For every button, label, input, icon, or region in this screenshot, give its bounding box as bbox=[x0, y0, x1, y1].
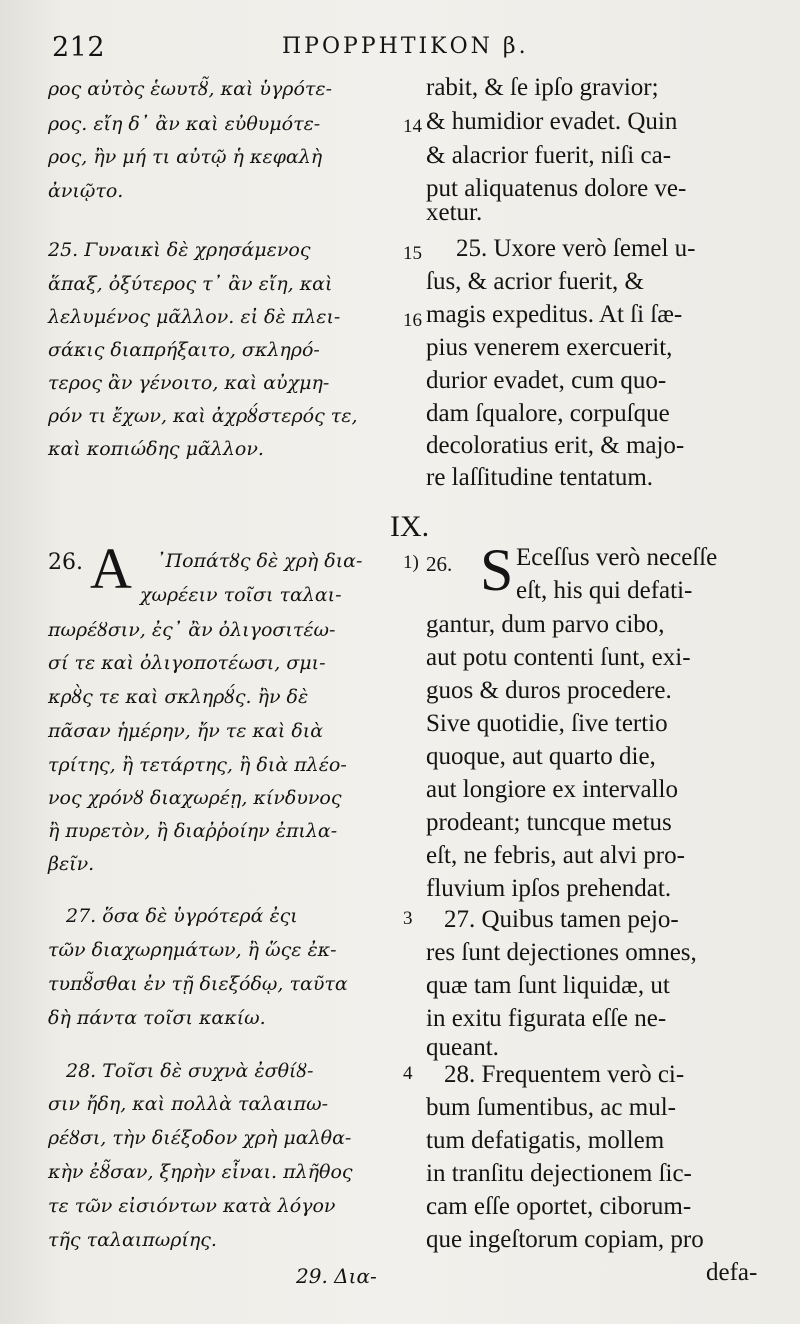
greek-catchword: 29. Δια- bbox=[296, 1264, 377, 1288]
latin-line: aut longiore ex intervallo bbox=[426, 776, 679, 803]
latin-section-number: 26. bbox=[426, 552, 453, 576]
greek-line: χωρέειν τοῖσι ταλαι- bbox=[140, 584, 342, 606]
latin-line: decoloratius erit, & majo- bbox=[426, 432, 685, 459]
latin-line: xetur. bbox=[426, 199, 483, 226]
latin-dropcap: S bbox=[480, 537, 514, 603]
latin-line: res ſunt dejectiones omnes, bbox=[426, 939, 697, 966]
margin-line-number: 4 bbox=[403, 1063, 413, 1084]
latin-line: magis expeditus. At ſi ſæ- bbox=[426, 301, 683, 328]
greek-line: ρος, ἢν μή τι αὐτῷ ἡ κεφαλὴ bbox=[48, 146, 323, 168]
greek-line: κρȣ̀ς τε καὶ σκληρȣ́ς. ἢν δὲ bbox=[48, 686, 309, 708]
greek-line: λελυμένος μᾶλλον. εἰ δὲ πλει- bbox=[48, 306, 341, 328]
greek-dropcap: A bbox=[90, 536, 132, 601]
greek-section-number: 26. bbox=[48, 550, 83, 575]
page-number: 212 bbox=[52, 32, 106, 63]
greek-line: ρος. εἴη δ᾿ ἂν καὶ εὐθυμότε- bbox=[48, 113, 321, 135]
greek-line: δὴ πάντα τοῖσι κακίω. bbox=[48, 1007, 266, 1029]
latin-line: rabit, & ſe ipſo gravior; bbox=[426, 74, 659, 101]
greek-line: ἅπαξ, ὀξύτερος τ᾿ ἂν εἴη, καὶ bbox=[48, 273, 333, 295]
margin-line-number: 16 bbox=[403, 310, 422, 331]
latin-line: bum ſumentibus, ac mul- bbox=[426, 1094, 676, 1121]
latin-line: pius venerem exercuerit, bbox=[426, 334, 673, 361]
latin-line: eſt, his qui defati- bbox=[516, 577, 693, 604]
greek-line: κὴν ἐȣ̃σαν, ξηρὴν εἶναι. πλῆθος bbox=[48, 1161, 353, 1183]
greek-line: ρόν τι ἔχων, καὶ ἀχρȣ́στερός τε, bbox=[48, 405, 358, 427]
greek-line: 27. ὅσα δὲ ὑγρότερά ἐςι bbox=[66, 905, 298, 927]
latin-line: put aliquatenus dolore ve- bbox=[426, 175, 687, 202]
latin-line: aut potu contenti ſunt, exi- bbox=[426, 644, 691, 671]
greek-line: σιν ἤδη, καὶ πολλὰ ταλαιπω- bbox=[48, 1093, 329, 1115]
latin-line: Sive quotidie, ſive tertio bbox=[426, 710, 668, 737]
latin-line: 27. Quibus tamen pejo- bbox=[444, 906, 679, 933]
latin-line: durior evadet, cum quo- bbox=[426, 367, 667, 394]
greek-line: νος χρόνȣ διαχωρέῃ, κίνδυνος bbox=[48, 787, 342, 809]
latin-line: ſus, & acrior fuerit, & bbox=[426, 268, 644, 295]
latin-line: & alacrior fuerit, niſi ca- bbox=[426, 142, 672, 169]
latin-line: cam eſſe oportet, ciborum- bbox=[426, 1193, 692, 1220]
greek-line: καὶ κοπιώδης μᾶλλον. bbox=[48, 438, 264, 460]
latin-line: dam ſqualore, corpuſque bbox=[426, 400, 670, 427]
margin-line-number: 1) bbox=[403, 552, 419, 573]
greek-line: τρίτης, ἢ τετάρτης, ἢ διὰ πλέο- bbox=[48, 754, 347, 776]
latin-line: re laſſitudine tentatum. bbox=[426, 464, 654, 491]
latin-line: quæ tam ſunt liquidæ, ut bbox=[426, 972, 670, 999]
greek-line: σί τε καὶ ὀλιγοποτέωσι, σμι- bbox=[48, 652, 326, 674]
greek-line: τυπȣ̃σθαι ἐν τῇ διεξόδῳ, ταῦτα bbox=[48, 973, 348, 995]
latin-line: quoque, aut quarto die, bbox=[426, 743, 656, 770]
greek-line: σάκις διαπρήξαιτο, σκληρό- bbox=[48, 339, 320, 361]
latin-line: prodeant; tuncque metus bbox=[426, 809, 672, 836]
greek-line: τε τῶν εἰσιόντων κατὰ λόγον bbox=[48, 1195, 336, 1217]
latin-line: tum defatigatis, mollem bbox=[426, 1127, 665, 1154]
latin-line: gantur, dum parvo cibo, bbox=[426, 611, 665, 638]
latin-line: in tranſitu dejectionem ſic- bbox=[426, 1160, 692, 1187]
latin-line: 25. Uxore verò ſemel u- bbox=[456, 235, 696, 262]
greek-line: πωρέȣσιν, ἐς᾿ ἂν ὀλιγοσιτέω- bbox=[48, 619, 336, 641]
latin-line: guos & duros procedere. bbox=[426, 677, 672, 704]
latin-line: 28. Frequentem verò ci- bbox=[444, 1061, 685, 1088]
greek-line: τῆς ταλαιπωρίης. bbox=[48, 1229, 217, 1251]
greek-line: ἀνιῷτο. bbox=[48, 180, 124, 202]
latin-line: que ingeſtorum copiam, pro bbox=[426, 1226, 704, 1253]
greek-line: 25. Γυναικὶ δὲ χρησάμενος bbox=[48, 239, 311, 261]
section-marker: IX. bbox=[390, 510, 430, 543]
latin-line: Eceſſus verò neceſſe bbox=[516, 544, 718, 571]
running-title: ΠΡΟΡΡΗΤΙΚΟΝ β. bbox=[282, 34, 529, 59]
page-header bbox=[52, 26, 760, 66]
greek-line: ᾿Ποπάτȣς δὲ χρὴ δια- bbox=[156, 550, 363, 572]
greek-line: ἢ πυρετὸν, ἢ διαῤῥοίην ἐπιλα- bbox=[48, 820, 338, 842]
latin-line: eſt, ne febris, aut alvi pro- bbox=[426, 842, 685, 869]
latin-catchword: defa- bbox=[706, 1259, 758, 1286]
greek-line: βεῖν. bbox=[48, 853, 95, 875]
margin-line-number: 14 bbox=[403, 116, 422, 137]
latin-line: queant. bbox=[426, 1034, 499, 1061]
margin-line-number: 3 bbox=[403, 908, 413, 929]
greek-line: ρέȣσι, τὴν διέξοδον χρὴ μαλθα- bbox=[48, 1127, 352, 1149]
greek-line: τερος ἂν γένοιτο, καὶ αὐχμη- bbox=[48, 372, 330, 394]
latin-line: in exitu figurata eſſe ne- bbox=[426, 1005, 667, 1032]
greek-line: 28. Τοῖσι δὲ συχνὰ ἐσθίȣ- bbox=[66, 1060, 314, 1082]
greek-line: πᾶσαν ἡμέρην, ἤν τε καὶ διὰ bbox=[48, 720, 324, 742]
latin-line: fluvium ipſos prehendat. bbox=[426, 875, 672, 902]
margin-line-number: 15 bbox=[403, 243, 422, 264]
greek-line: τῶν διαχωρημάτων, ἢ ὥςε ἐκ- bbox=[48, 939, 337, 961]
latin-line: & humidior evadet. Quin bbox=[426, 108, 678, 135]
greek-line: ρος αὐτὸς ἑωυτȣ̃, καὶ ὑγρότε- bbox=[48, 78, 333, 100]
